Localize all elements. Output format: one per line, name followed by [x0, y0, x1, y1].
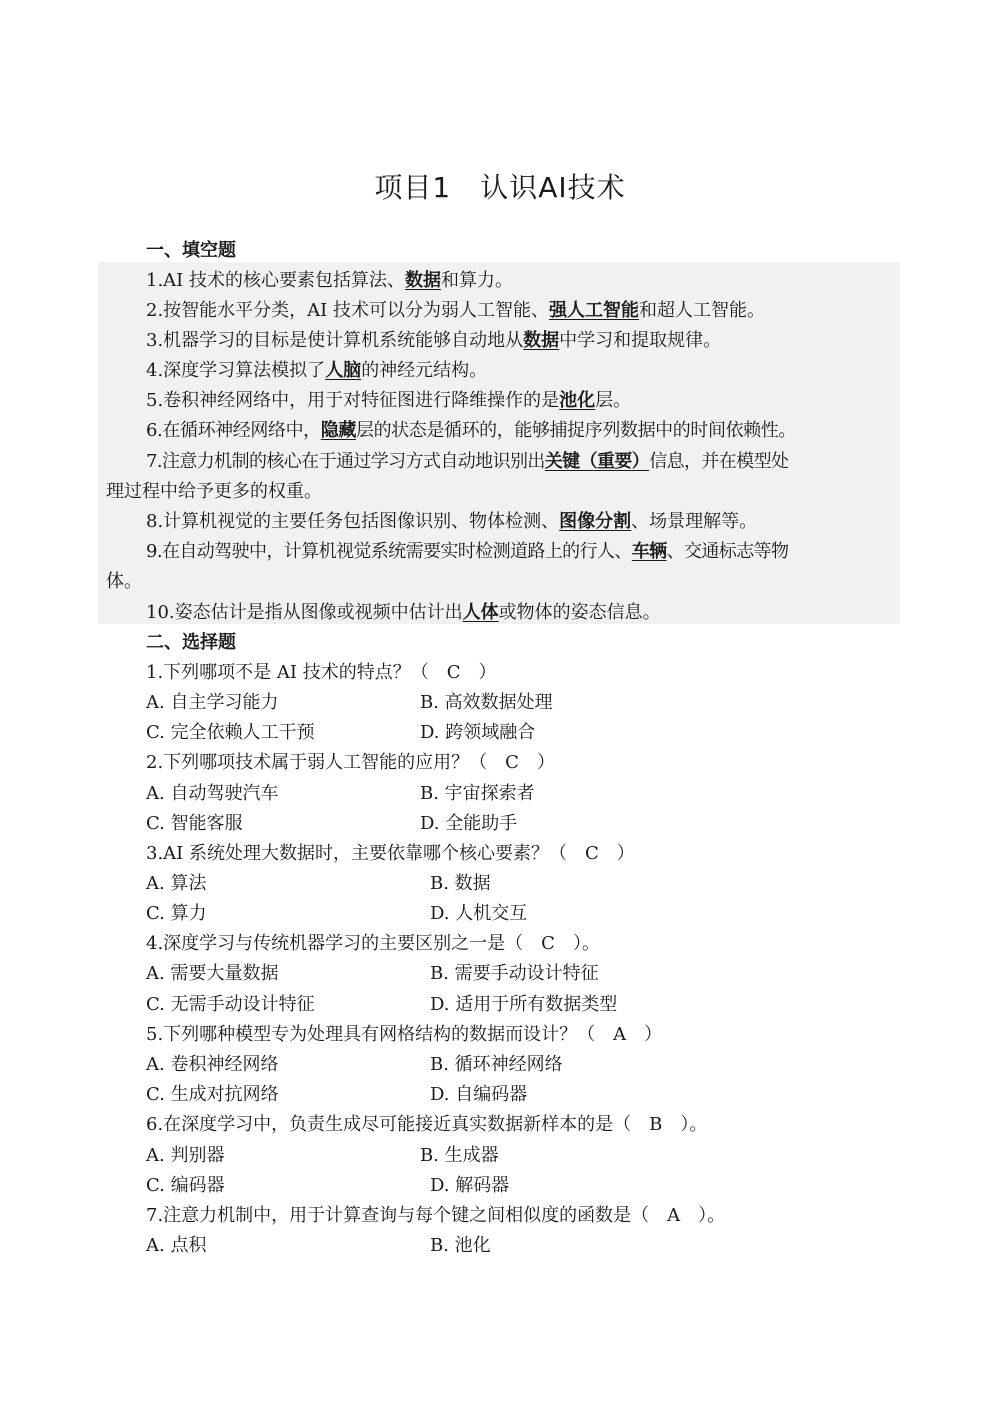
- fill-item-1: 1.AI 技术的核心要素包括算法、数据和算力。: [146, 270, 514, 291]
- option-a: A. 算法: [146, 873, 207, 894]
- option-a: A. 点积: [146, 1235, 207, 1256]
- answer: 关键（重要）: [544, 451, 650, 472]
- option-d: D. 适用于所有数据类型: [430, 994, 618, 1015]
- option-d: D. 全能助手: [420, 813, 518, 834]
- option-d: D. 解码器: [430, 1175, 510, 1196]
- option-c: C. 完全依赖人工干预: [146, 722, 315, 743]
- option-a: A. 需要大量数据: [146, 963, 279, 984]
- option-c: C. 编码器: [146, 1175, 225, 1196]
- option-a: A. 卷积神经网络: [146, 1054, 279, 1075]
- option-b: B. 生成器: [420, 1145, 499, 1166]
- answer: 隐藏: [320, 420, 356, 441]
- option-a: A. 自主学习能力: [146, 692, 279, 713]
- option-d: D. 自编码器: [430, 1084, 528, 1105]
- answer: 图像分割: [559, 511, 632, 532]
- question-4: 4.深度学习与传统机器学习的主要区别之一是（ C ）。: [146, 933, 600, 954]
- fill-item-9-continued: 体。: [106, 571, 142, 592]
- option-c: C. 智能客服: [146, 813, 243, 834]
- option-c: C. 生成对抗网络: [146, 1084, 279, 1105]
- option-c: C. 算力: [146, 903, 207, 924]
- question-6: 6.在深度学习中，负责生成尽可能接近真实数据新样本的是（ B ）。: [146, 1114, 708, 1135]
- page-title: 项目1 认识AI技术: [374, 171, 626, 204]
- question-1: 1.下列哪项不是 AI 技术的特点？（ C ）: [146, 662, 497, 683]
- answer: 数据: [523, 330, 560, 351]
- option-b: B. 需要手动设计特征: [430, 963, 599, 984]
- option-b: B. 池化: [430, 1235, 491, 1256]
- option-c: C. 无需手动设计特征: [146, 994, 315, 1015]
- section-heading-multiple-choice: 二、选择题: [146, 632, 236, 653]
- fill-item-7-continued: 理过程中给予更多的权重。: [106, 481, 322, 502]
- question-2: 2.下列哪项技术属于弱人工智能的应用？（ C ）: [146, 752, 555, 773]
- answer: 人体: [462, 602, 499, 623]
- answer: 池化: [559, 390, 596, 411]
- question-3: 3.AI 系统处理大数据时，主要依靠哪个核心要素？（ C ）: [146, 843, 635, 864]
- fill-item-3: 3.机器学习的目标是使计算机系统能够自动地从数据中学习和提取规律。: [146, 330, 722, 351]
- option-d: D. 人机交互: [430, 903, 528, 924]
- fill-item-7: 7.注意力机制的核心在于通过学习方式自动地识别出关键（重要）信息，并在模型处: [146, 451, 789, 472]
- fill-item-8: 8.计算机视觉的主要任务包括图像识别、物体检测、图像分割、场景理解等。: [146, 511, 758, 532]
- section-heading-fill-blank: 一、填空题: [146, 240, 236, 261]
- fill-item-10: 10.姿态估计是指从图像或视频中估计出人体或物体的姿态信息。: [146, 602, 661, 623]
- option-b: B. 数据: [430, 873, 491, 894]
- option-b: B. 宇宙探索者: [420, 783, 535, 804]
- question-7: 7.注意力机制中，用于计算查询与每个键之间相似度的函数是（ A ）。: [146, 1205, 726, 1226]
- answer: 车辆: [631, 541, 667, 562]
- fill-item-4: 4.深度学习算法模拟了人脑的神经元结构。: [146, 360, 488, 381]
- answer: 人脑: [325, 360, 362, 381]
- option-b: B. 循环神经网络: [430, 1054, 563, 1075]
- answer: 数据: [405, 270, 442, 291]
- option-a: A. 自动驾驶汽车: [146, 783, 279, 804]
- answer: 强人工智能: [549, 300, 640, 321]
- question-5: 5.下列哪种模型专为处理具有网格结构的数据而设计？（ A ）: [146, 1024, 663, 1045]
- fill-item-2: 2.按智能水平分类，AI 技术可以分为弱人工智能、强人工智能和超人工智能。: [146, 300, 766, 321]
- fill-item-6: 6.在循环神经网络中，隐藏层的状态是循环的，能够捕捉序列数据中的时间依赖性。: [146, 420, 796, 441]
- option-a: A. 判别器: [146, 1145, 225, 1166]
- option-b: B. 高效数据处理: [420, 692, 553, 713]
- option-d: D. 跨领域融合: [420, 722, 536, 743]
- fill-item-5: 5.卷积神经网络中，用于对特征图进行降维操作的是池化层。: [146, 390, 632, 411]
- fill-item-9: 9.在自动驾驶中，计算机视觉系统需要实时检测道路上的行人、车辆、交通标志等物: [146, 541, 789, 562]
